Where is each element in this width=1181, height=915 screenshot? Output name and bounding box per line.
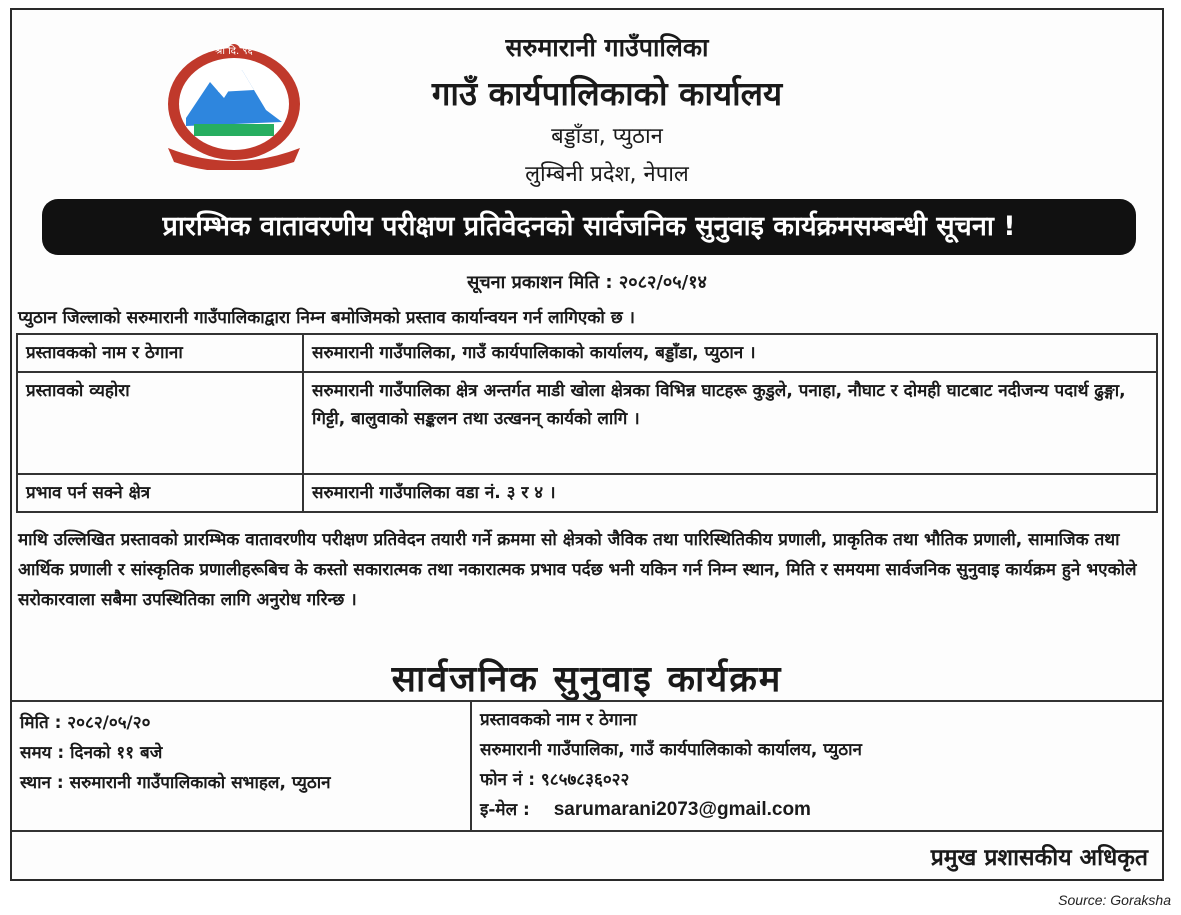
table-row [17, 474, 1157, 512]
table-row [17, 334, 1157, 372]
table-key: प्रभाव पर्न सक्ने क्षेत्र [17, 474, 303, 512]
office-location: बड्डाँडा, प्युठान [551, 124, 663, 149]
program-place: स्थान : सरुमारानी गाउँपालिकाको सभाहल, प्युठान [20, 773, 331, 793]
signatory-title: प्रमुख प्रशासकीय अधिकृत [930, 845, 1148, 871]
proposal-info-table [16, 333, 1158, 513]
intro-text: प्युठान जिल्लाको सरुमारानी गाउँपालिकाद्वारा निम्न बमोजिमको प्रस्ताव कार्यान्वयन गर्न लागिएको छ । [18, 308, 635, 328]
table-value: सरुमारानी गाउँपालिका, गाउँ कार्यपालिकाको कार्यालय, बड्डाँडा, प्युठान । [303, 334, 1157, 372]
contact-address: सरुमारानी गाउँपालिका, गाउँ कार्यपालिकाको कार्यालय, प्युठान [480, 740, 862, 760]
table-value: सरुमारानी गाउँपालिका क्षेत्र अन्तर्गत माडी खोला क्षेत्रका विभिन्न घाटहरू कुडुले, पनाहा, नौघाट र दोमही घाटबाट नदीजन्य पदार्थ ढुङ्गा, गिट्टी, बालुवाको सङ्कलन तथा उत्खनन् कार्यको लागि । [303, 372, 1157, 474]
divider [12, 700, 1162, 702]
email-label: इ-मेल : [480, 800, 530, 820]
program-date: मिति : २०८२/०५/२० [20, 713, 151, 733]
body-paragraph: माथि उल्लिखित प्रस्तावको प्रारम्भिक वातावरणीय परीक्षण प्रतिवेदन तयारी गर्ने क्रममा सो क्षेत्रको जैविक तथा पारिस्थितिकीय प्रणाली, प्राकृतिक तथा भौतिक प्रणाली, सामाजिक तथा आर्थिक प्रणाली र सांस्कृतिक प्रणालीहरूबिच के कस्तो सकारात्मक तथा नकारात्मक प्रभाव पर्दछ भनी यकिन गर्न निम्न स्थान, मिति र समयमा सार्वजनिक सुनुवाइ कार्यक्रम हुने भएकोले सरोकारवाला सबैमा उपस्थितिका लागि अनुरोध गरिन्छ । [18, 530, 1137, 610]
divider [12, 830, 1162, 832]
table-key: प्रस्तावकको नाम र ठेगाना [17, 334, 303, 372]
municipality-name: सरुमारानी गाउँपालिका [505, 33, 709, 62]
notice-document [10, 8, 1164, 881]
table-row [17, 372, 1157, 474]
table-value: सरुमारानी गाउँपालिका वडा नं. ३ र ४ । [303, 474, 1157, 512]
table-key: प्रस्तावको व्यहोरा [17, 372, 303, 474]
column-divider [470, 700, 472, 830]
contact-details [480, 705, 862, 825]
program-time: समय : दिनको ११ बजे [20, 743, 163, 763]
office-name: गाउँ कार्यपालिकाको कार्यालय [431, 74, 783, 113]
email-address[interactable]: sarumarani2073@gmail.com [553, 799, 811, 820]
program-title: सार्वजनिक सुनुवाइ कार्यक्रम [391, 659, 783, 700]
office-province: लुम्बिनी प्रदेश, नेपाल [525, 162, 689, 187]
emblem-text: श्री दि. ९६ [215, 46, 253, 57]
notice-title-banner: प्रारम्भिक वातावरणीय परीक्षण प्रतिवेदनको सार्वजनिक सुनुवाइ कार्यक्रमसम्बन्धी सूचना ! [42, 199, 1136, 255]
contact-email-row [480, 795, 862, 825]
program-details [20, 708, 331, 798]
contact-heading: प्रस्तावकको नाम र ठेगाना [480, 710, 637, 730]
contact-phone: फोन नं : ९८५७८३६०२२ [480, 770, 630, 790]
publication-date: सूचना प्रकाशन मिति : २०८२/०५/१४ [467, 272, 707, 293]
source-credit: Source: Goraksha [1058, 892, 1171, 908]
